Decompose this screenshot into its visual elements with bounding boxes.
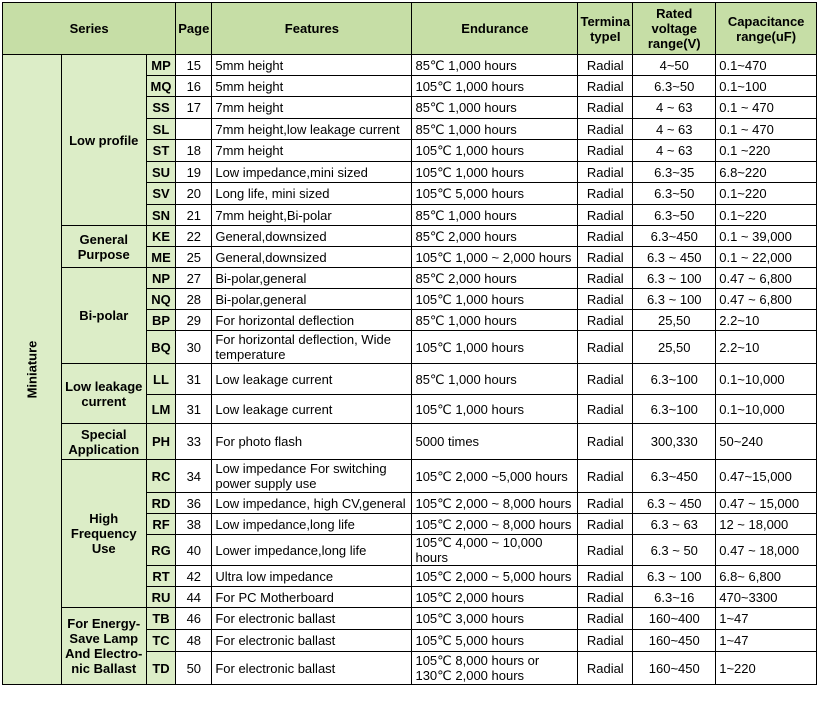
series-code: RD xyxy=(146,493,176,514)
capacitance-cell: 1~47 xyxy=(716,630,817,652)
endurance-cell: 105℃ 1,000 ~ 2,000 hours xyxy=(412,247,578,268)
page-number: 22 xyxy=(176,226,212,247)
page-number: 21 xyxy=(176,205,212,226)
endurance-cell: 105℃ 1,000 hours xyxy=(412,76,578,97)
terminal-cell: Radial xyxy=(578,587,633,608)
series-code: RG xyxy=(146,535,176,566)
page-number: 46 xyxy=(176,608,212,630)
features-cell: Low leakage current xyxy=(212,364,412,395)
features-cell: For PC Motherboard xyxy=(212,587,412,608)
endurance-cell: 105℃ 2,000 hours xyxy=(412,587,578,608)
capacitance-cell: 1~220 xyxy=(716,652,817,685)
endurance-cell: 85℃ 2,000 hours xyxy=(412,226,578,247)
voltage-cell: 6.3~50 xyxy=(633,76,716,97)
endurance-cell: 105℃ 1,000 hours xyxy=(412,331,578,364)
terminal-cell: Radial xyxy=(578,226,633,247)
features-cell: 7mm height,Bi-polar xyxy=(212,205,412,226)
series-code: BP xyxy=(146,310,176,331)
page-number: 44 xyxy=(176,587,212,608)
voltage-cell: 160~450 xyxy=(633,652,716,685)
series-code: SU xyxy=(146,162,176,183)
terminal-cell: Radial xyxy=(578,76,633,97)
features-cell: Long life, mini sized xyxy=(212,183,412,205)
terminal-cell: Radial xyxy=(578,119,633,140)
capacitance-cell: 0.1 ~ 22,000 xyxy=(716,247,817,268)
table-body xyxy=(3,55,817,685)
voltage-cell: 6.3~100 xyxy=(633,364,716,395)
terminal-cell: Radial xyxy=(578,183,633,205)
series-code: PH xyxy=(146,424,176,460)
endurance-cell: 85℃ 2,000 hours xyxy=(412,268,578,289)
endurance-cell: 85℃ 1,000 hours xyxy=(412,364,578,395)
series-code: SS xyxy=(146,97,176,119)
table-row xyxy=(3,460,817,493)
header-page: Page xyxy=(176,3,212,55)
page-number: 16 xyxy=(176,76,212,97)
header-voltage: Rated voltage range(V) xyxy=(633,3,716,55)
category-label xyxy=(3,55,62,685)
capacitance-cell: 0.1 ~220 xyxy=(716,140,817,162)
page-number: 19 xyxy=(176,162,212,183)
terminal-cell: Radial xyxy=(578,514,633,535)
series-code: MQ xyxy=(146,76,176,97)
features-cell: Bi-polar,general xyxy=(212,289,412,310)
capacitance-cell: 0.1~100 xyxy=(716,76,817,97)
table-row xyxy=(3,268,817,289)
voltage-cell: 4 ~ 63 xyxy=(633,97,716,119)
capacitance-cell: 2.2~10 xyxy=(716,310,817,331)
terminal-cell: Radial xyxy=(578,566,633,587)
endurance-cell: 105℃ 3,000 hours xyxy=(412,608,578,630)
capacitance-cell: 0.1 ~ 470 xyxy=(716,97,817,119)
endurance-cell: 105℃ 5,000 hours xyxy=(412,183,578,205)
series-code: NP xyxy=(146,268,176,289)
header-terminal: Termina typeI xyxy=(578,3,633,55)
series-code: SL xyxy=(146,119,176,140)
series-code: ST xyxy=(146,140,176,162)
table-row xyxy=(3,608,817,630)
terminal-cell: Radial xyxy=(578,55,633,76)
voltage-cell: 4~50 xyxy=(633,55,716,76)
capacitance-cell: 0.1~10,000 xyxy=(716,395,817,424)
group-name: For Energy-Save Lamp And Electro-nic Ballast xyxy=(61,608,146,685)
series-code: LL xyxy=(146,364,176,395)
series-code: TC xyxy=(146,630,176,652)
features-cell: For photo flash xyxy=(212,424,412,460)
features-cell: Low impedance For switching power supply use xyxy=(212,460,412,493)
endurance-cell: 105℃ 4,000 ~ 10,000 hours xyxy=(412,535,578,566)
group-name: Low profile xyxy=(61,55,146,226)
page-number: 33 xyxy=(176,424,212,460)
features-cell: For electronic ballast xyxy=(212,608,412,630)
terminal-cell: Radial xyxy=(578,608,633,630)
capacitance-cell: 12 ~ 18,000 xyxy=(716,514,817,535)
capacitance-cell: 0.1 ~ 470 xyxy=(716,119,817,140)
group-name: General Purpose xyxy=(61,226,146,268)
series-code: NQ xyxy=(146,289,176,310)
endurance-cell: 105℃ 1,000 hours xyxy=(412,162,578,183)
series-code: ME xyxy=(146,247,176,268)
endurance-cell: 105℃ 1,000 hours xyxy=(412,140,578,162)
series-code: RF xyxy=(146,514,176,535)
terminal-cell: Radial xyxy=(578,331,633,364)
terminal-cell: Radial xyxy=(578,97,633,119)
page-number: 42 xyxy=(176,566,212,587)
page-number: 17 xyxy=(176,97,212,119)
endurance-cell: 105℃ 2,000 ~ 8,000 hours xyxy=(412,514,578,535)
endurance-cell: 85℃ 1,000 hours xyxy=(412,119,578,140)
terminal-cell: Radial xyxy=(578,310,633,331)
series-code: RT xyxy=(146,566,176,587)
terminal-cell: Radial xyxy=(578,247,633,268)
voltage-cell: 6.3~450 xyxy=(633,460,716,493)
voltage-cell: 6.3 ~ 100 xyxy=(633,268,716,289)
terminal-cell: Radial xyxy=(578,268,633,289)
page-number: 34 xyxy=(176,460,212,493)
endurance-cell: 5000 times xyxy=(412,424,578,460)
page-number: 31 xyxy=(176,364,212,395)
terminal-cell: Radial xyxy=(578,364,633,395)
page-number: 38 xyxy=(176,514,212,535)
voltage-cell: 25,50 xyxy=(633,310,716,331)
terminal-cell: Radial xyxy=(578,652,633,685)
group-name: High Frequency Use xyxy=(61,460,146,608)
page-number: 27 xyxy=(176,268,212,289)
features-cell: Low impedance, high CV,general xyxy=(212,493,412,514)
series-code: RC xyxy=(146,460,176,493)
page-number xyxy=(176,119,212,140)
capacitance-cell: 6.8~ 6,800 xyxy=(716,566,817,587)
series-code: SV xyxy=(146,183,176,205)
endurance-cell: 85℃ 1,000 hours xyxy=(412,97,578,119)
terminal-cell: Radial xyxy=(578,424,633,460)
table-row xyxy=(3,364,817,395)
group-name: Bi-polar xyxy=(61,268,146,364)
series-code: TB xyxy=(146,608,176,630)
page-number: 29 xyxy=(176,310,212,331)
features-cell: For electronic ballast xyxy=(212,630,412,652)
page-number: 18 xyxy=(176,140,212,162)
voltage-cell: 6.3~450 xyxy=(633,226,716,247)
voltage-cell: 160~450 xyxy=(633,630,716,652)
features-cell: Low impedance,long life xyxy=(212,514,412,535)
features-cell: Low impedance,mini sized xyxy=(212,162,412,183)
voltage-cell: 6.3~16 xyxy=(633,587,716,608)
voltage-cell: 6.3 ~ 100 xyxy=(633,566,716,587)
voltage-cell: 6.3~35 xyxy=(633,162,716,183)
voltage-cell: 4 ~ 63 xyxy=(633,119,716,140)
terminal-cell: Radial xyxy=(578,162,633,183)
capacitance-cell: 0.1~470 xyxy=(716,55,817,76)
series-code: SN xyxy=(146,205,176,226)
features-cell: 5mm height xyxy=(212,76,412,97)
capacitance-cell: 0.47~15,000 xyxy=(716,460,817,493)
capacitance-cell: 470~3300 xyxy=(716,587,817,608)
voltage-cell: 6.3 ~ 450 xyxy=(633,247,716,268)
table-row xyxy=(3,424,817,460)
voltage-cell: 4 ~ 63 xyxy=(633,140,716,162)
endurance-cell: 105℃ 2,000 ~ 8,000 hours xyxy=(412,493,578,514)
capacitance-cell: 50~240 xyxy=(716,424,817,460)
terminal-cell: Radial xyxy=(578,140,633,162)
capacitance-cell: 0.47 ~ 15,000 xyxy=(716,493,817,514)
capacitance-cell: 0.47 ~ 18,000 xyxy=(716,535,817,566)
features-cell: 7mm height xyxy=(212,140,412,162)
features-cell: For horizontal deflection xyxy=(212,310,412,331)
terminal-cell: Radial xyxy=(578,460,633,493)
capacitance-cell: 0.1~220 xyxy=(716,205,817,226)
endurance-cell: 85℃ 1,000 hours xyxy=(412,205,578,226)
terminal-cell: Radial xyxy=(578,630,633,652)
capacitance-cell: 0.47 ~ 6,800 xyxy=(716,289,817,310)
page-number: 20 xyxy=(176,183,212,205)
voltage-cell: 6.3 ~ 63 xyxy=(633,514,716,535)
page-number: 15 xyxy=(176,55,212,76)
series-code: TD xyxy=(146,652,176,685)
features-cell: For horizontal deflection, Wide temperature xyxy=(212,331,412,364)
features-cell: 7mm height,low leakage current xyxy=(212,119,412,140)
voltage-cell: 6.3~50 xyxy=(633,205,716,226)
group-name: Special Application xyxy=(61,424,146,460)
capacitance-cell: 0.1~220 xyxy=(716,183,817,205)
endurance-cell: 85℃ 1,000 hours xyxy=(412,55,578,76)
voltage-cell: 6.3~50 xyxy=(633,183,716,205)
page-number: 40 xyxy=(176,535,212,566)
terminal-cell: Radial xyxy=(578,395,633,424)
endurance-cell: 105℃ 5,000 hours xyxy=(412,630,578,652)
voltage-cell: 6.3 ~ 50 xyxy=(633,535,716,566)
header-endurance: Endurance xyxy=(412,3,578,55)
page-number: 30 xyxy=(176,331,212,364)
voltage-cell: 6.3 ~ 450 xyxy=(633,493,716,514)
features-cell: For electronic ballast xyxy=(212,652,412,685)
series-code: BQ xyxy=(146,331,176,364)
features-cell: 7mm height xyxy=(212,97,412,119)
header-row xyxy=(3,3,817,55)
header-capacitance: Capacitance range(uF) xyxy=(716,3,817,55)
terminal-cell: Radial xyxy=(578,289,633,310)
series-code: LM xyxy=(146,395,176,424)
series-table xyxy=(2,2,817,685)
features-cell: Ultra low impedance xyxy=(212,566,412,587)
endurance-cell: 85℃ 1,000 hours xyxy=(412,310,578,331)
capacitance-cell: 0.47 ~ 6,800 xyxy=(716,268,817,289)
series-code: KE xyxy=(146,226,176,247)
voltage-cell: 25,50 xyxy=(633,331,716,364)
page-number: 50 xyxy=(176,652,212,685)
features-cell: Lower impedance,long life xyxy=(212,535,412,566)
voltage-cell: 160~400 xyxy=(633,608,716,630)
page-number: 31 xyxy=(176,395,212,424)
endurance-cell: 105℃ 2,000 ~ 5,000 hours xyxy=(412,566,578,587)
group-name: Low leakage current xyxy=(61,364,146,424)
terminal-cell: Radial xyxy=(578,205,633,226)
features-cell: General,downsized xyxy=(212,226,412,247)
endurance-cell: 105℃ 8,000 hours or 130℃ 2,000 hours xyxy=(412,652,578,685)
features-cell: General,downsized xyxy=(212,247,412,268)
series-code: MP xyxy=(146,55,176,76)
voltage-cell: 6.3 ~ 100 xyxy=(633,289,716,310)
endurance-cell: 105℃ 2,000 ~5,000 hours xyxy=(412,460,578,493)
page-number: 25 xyxy=(176,247,212,268)
features-cell: 5mm height xyxy=(212,55,412,76)
table-row xyxy=(3,55,817,76)
capacitance-cell: 0.1~10,000 xyxy=(716,364,817,395)
voltage-cell: 300,330 xyxy=(633,424,716,460)
terminal-cell: Radial xyxy=(578,493,633,514)
category-text: Miniature xyxy=(24,340,40,399)
features-cell: Low leakage current xyxy=(212,395,412,424)
page-number: 48 xyxy=(176,630,212,652)
header-features: Features xyxy=(212,3,412,55)
endurance-cell: 105℃ 1,000 hours xyxy=(412,395,578,424)
features-cell: Bi-polar,general xyxy=(212,268,412,289)
capacitance-cell: 2.2~10 xyxy=(716,331,817,364)
voltage-cell: 6.3~100 xyxy=(633,395,716,424)
capacitance-cell: 6.8~220 xyxy=(716,162,817,183)
table-row xyxy=(3,226,817,247)
header-series: Series xyxy=(3,3,176,55)
endurance-cell: 105℃ 1,000 hours xyxy=(412,289,578,310)
capacitance-cell: 1~47 xyxy=(716,608,817,630)
series-code: RU xyxy=(146,587,176,608)
page-number: 28 xyxy=(176,289,212,310)
terminal-cell: Radial xyxy=(578,535,633,566)
page-number: 36 xyxy=(176,493,212,514)
capacitance-cell: 0.1 ~ 39,000 xyxy=(716,226,817,247)
